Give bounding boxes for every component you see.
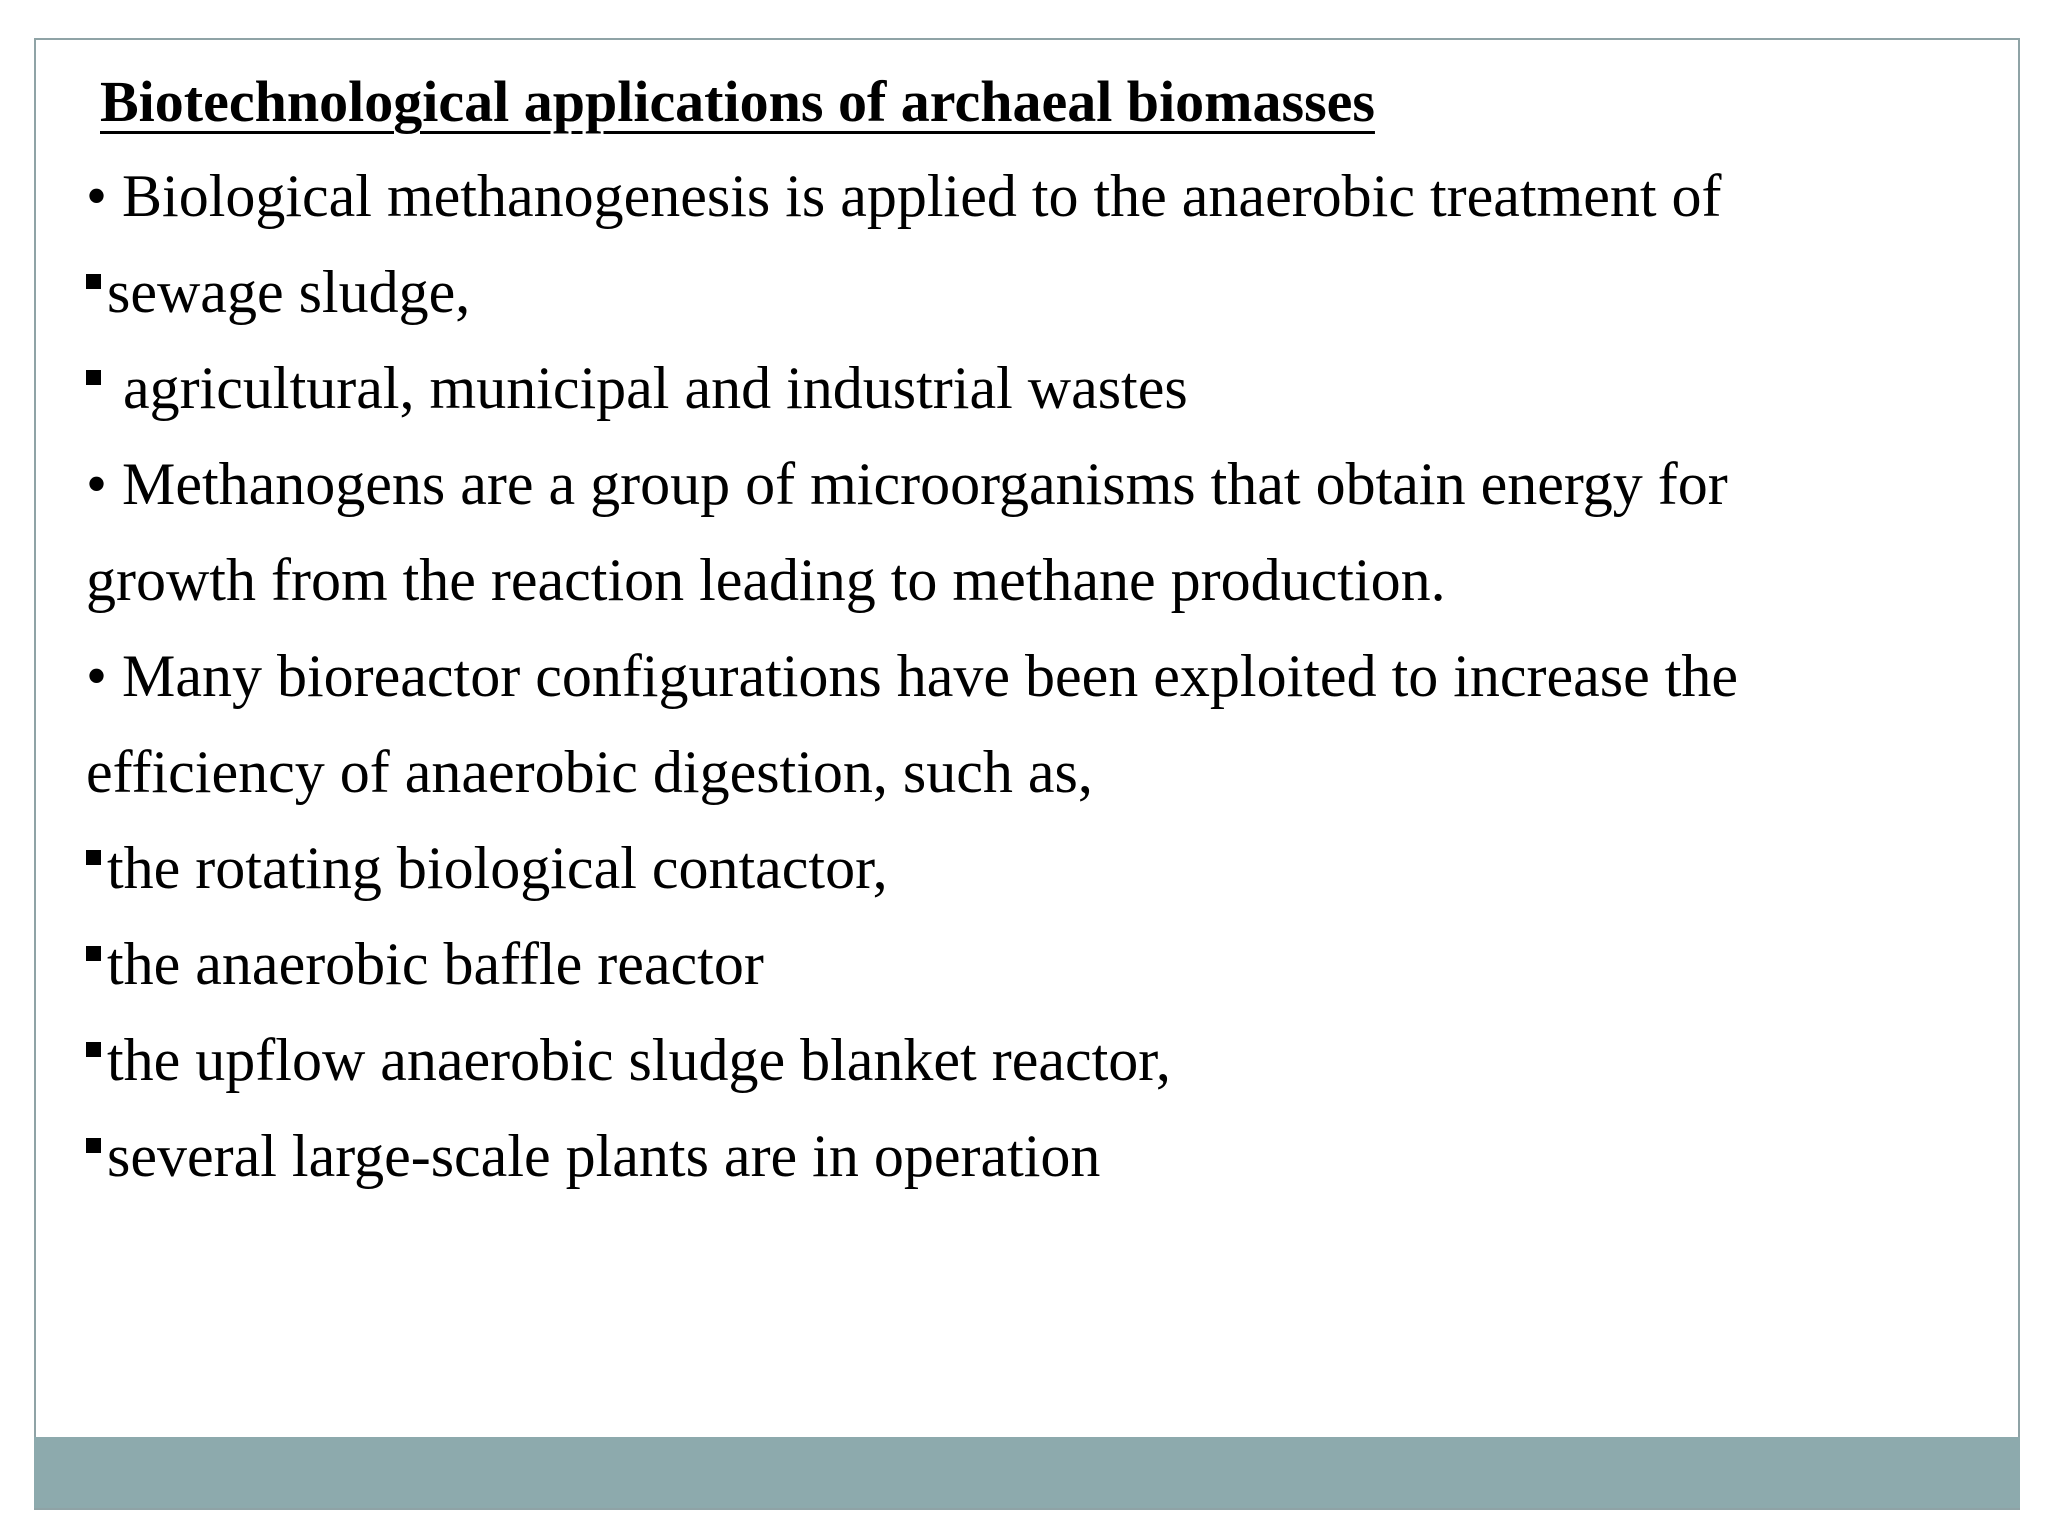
bullet-line	[86, 628, 1986, 724]
square-bullet-icon	[86, 1042, 101, 1057]
slide-title: Biotechnological applications of archaeal biomasses	[100, 69, 1375, 134]
square-bullet-icon	[86, 850, 101, 865]
bullet-line	[86, 436, 1986, 532]
footer-bar	[34, 1437, 2020, 1508]
sub-bullet-line	[86, 1012, 1986, 1108]
sub-bullet-text: the anaerobic baffle reactor	[107, 931, 764, 997]
square-bullet-icon	[86, 946, 101, 961]
square-bullet-icon	[86, 370, 101, 385]
continuation-line	[86, 724, 1986, 820]
sub-bullet-text: the upflow anaerobic sludge blanket reactor,	[107, 1027, 1171, 1093]
sub-bullet-text: sewage sludge,	[107, 259, 471, 325]
sub-bullet-line	[86, 340, 1986, 436]
square-bullet-icon	[86, 274, 101, 289]
bullet-line	[86, 148, 1986, 244]
sub-bullet-line	[86, 244, 1986, 340]
bullet-marker: •	[86, 643, 108, 709]
sub-bullet-line	[86, 916, 1986, 1012]
bullet-text: Biological methanogenesis is applied to the anaerobic treatment of	[122, 163, 1722, 229]
slide-content	[86, 148, 1986, 1204]
sub-bullet-line	[86, 1108, 1986, 1204]
square-bullet-icon	[86, 1138, 101, 1153]
bullet-text: Methanogens are a group of microorganisms that obtain energy for	[122, 451, 1728, 517]
sub-bullet-line	[86, 820, 1986, 916]
sub-bullet-text: the rotating biological contactor,	[107, 835, 888, 901]
continuation-text: growth from the reaction leading to methane production.	[86, 547, 1446, 613]
continuation-line	[86, 532, 1986, 628]
sub-bullet-text: several large-scale plants are in operation	[107, 1123, 1101, 1189]
bullet-text: Many bioreactor configurations have been exploited to increase the	[122, 643, 1739, 709]
continuation-text: efficiency of anaerobic digestion, such as,	[86, 739, 1093, 805]
sub-bullet-text: agricultural, municipal and industrial wastes	[123, 355, 1188, 421]
bullet-marker: •	[86, 163, 108, 229]
bullet-marker: •	[86, 451, 108, 517]
